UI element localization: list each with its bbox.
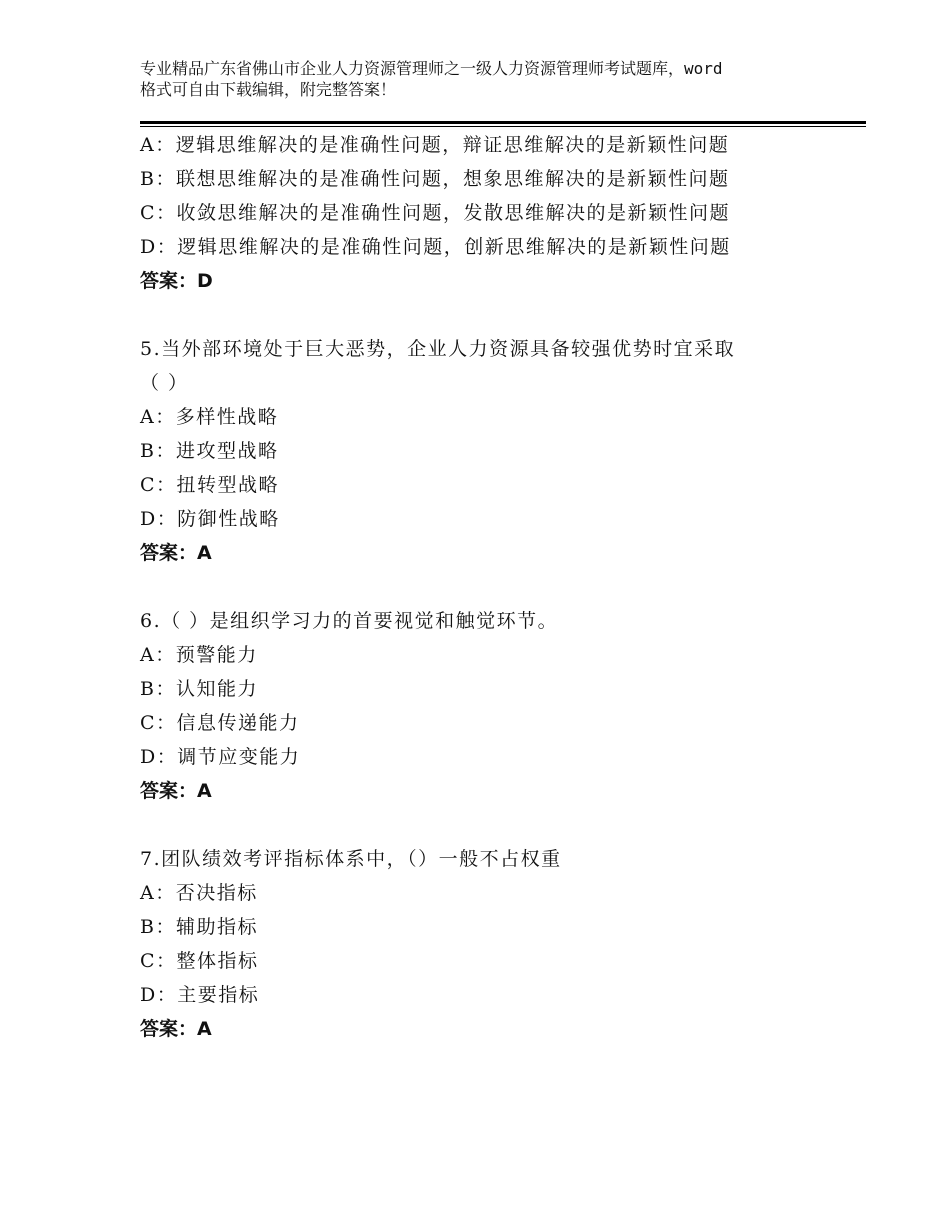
option-a: A：否决指标 [140,882,258,904]
header-divider-thick [140,121,866,124]
answer: 答案：A [140,1018,212,1040]
option-a: A：逻辑思维解决的是准确性问题，辩证思维解决的是新颖性问题 [140,134,730,156]
question-stem: 5.当外部环境处于巨大恶势，企业人力资源具备较强优势时宜采取 [140,338,736,360]
option-b: B：联想思维解决的是准确性问题，想象思维解决的是新颖性问题 [140,168,730,190]
header-line-1: 专业精品广东省佛山市企业人力资源管理师之一级人力资源管理师考试题库，word [140,59,723,78]
option-c: C：收敛思维解决的是准确性问题，发散思维解决的是新颖性问题 [140,202,731,224]
option-d: D：主要指标 [140,984,260,1006]
question-list [140,128,866,1046]
question-7 [140,842,866,1046]
question-5 [140,332,866,570]
answer: 答案：A [140,780,212,802]
header-divider-thin [140,126,866,127]
option-c: C：整体指标 [140,950,259,972]
question-stem-continued: （ ） [140,372,189,394]
question-4-tail [140,128,866,298]
option-a: A：多样性战略 [140,406,279,428]
option-c: C：扭转型战略 [140,474,280,496]
option-b: B：进攻型战略 [140,440,279,462]
option-d: D：逻辑思维解决的是准确性问题，创新思维解决的是新颖性问题 [140,236,731,258]
option-d: D：防御性战略 [140,508,280,530]
document-header [140,58,840,100]
option-b: B：辅助指标 [140,916,258,938]
answer: 答案：D [140,270,213,292]
question-stem: 7.团队绩效考评指标体系中，（）一般不占权重 [140,848,562,870]
answer: 答案：A [140,542,212,564]
option-c: C：信息传递能力 [140,712,300,734]
option-d: D：调节应变能力 [140,746,301,768]
question-6 [140,604,866,808]
header-line-2: 格式可自由下载编辑，附完整答案！ [140,80,397,99]
question-stem: 6.（ ）是组织学习力的首要视觉和触觉环节。 [140,610,559,632]
option-b: B：认知能力 [140,678,258,700]
option-a: A：预警能力 [140,644,258,666]
